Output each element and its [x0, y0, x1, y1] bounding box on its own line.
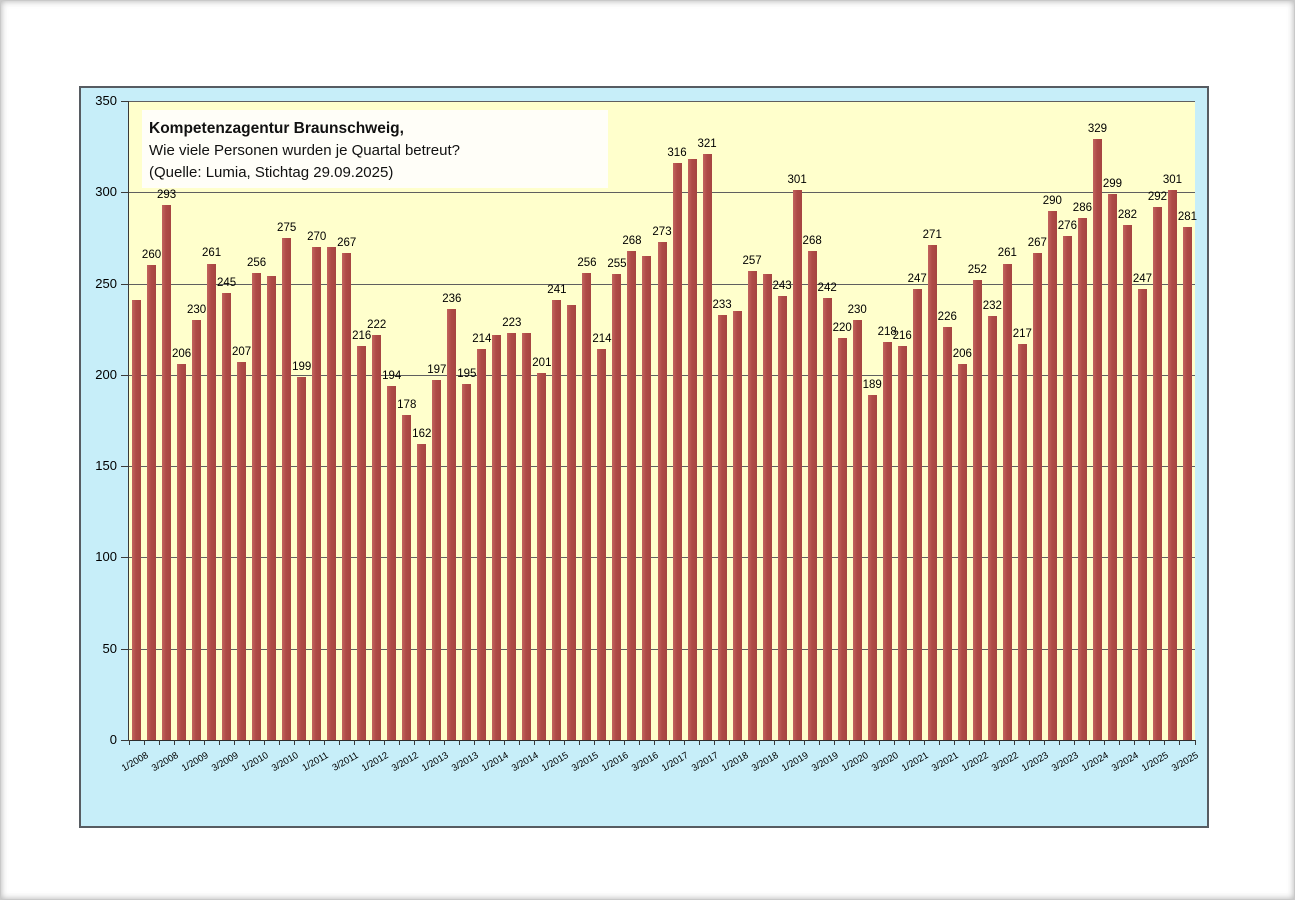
x-axis-tick	[564, 740, 565, 745]
bar	[988, 316, 997, 740]
x-axis-tick	[444, 740, 445, 745]
bar	[642, 256, 651, 740]
x-axis-tick	[999, 740, 1000, 745]
x-axis-label: 3/2010	[269, 750, 301, 775]
bar	[522, 333, 531, 740]
x-axis-tick	[174, 740, 175, 745]
bar-value-label: 243	[772, 280, 792, 293]
bar	[1033, 253, 1042, 740]
bar-value-label: 257	[742, 254, 762, 267]
bar-value-label: 214	[592, 333, 612, 346]
bar	[357, 346, 366, 740]
bar	[823, 298, 832, 740]
x-axis-tick	[399, 740, 400, 745]
bar-value-label: 178	[397, 399, 417, 412]
x-axis-label: 1/2022	[960, 750, 991, 775]
bar-value-label: 214	[472, 333, 492, 346]
bar	[718, 315, 727, 740]
x-axis-label: 3/2011	[330, 750, 361, 774]
bar	[778, 296, 787, 740]
x-axis-tick	[474, 740, 475, 745]
chart-title: Kompetenzagentur Braunschweig,	[149, 120, 404, 137]
x-axis-tick	[864, 740, 865, 745]
bar-value-label: 207	[232, 346, 252, 359]
x-axis-tick	[369, 740, 370, 745]
bar	[537, 373, 546, 740]
x-axis-tick	[219, 740, 220, 745]
x-axis-tick	[759, 740, 760, 745]
bar-value-label: 268	[622, 234, 642, 247]
bar-value-label: 195	[457, 367, 477, 380]
bar	[597, 349, 606, 740]
x-axis-tick	[699, 740, 700, 745]
x-axis-tick	[984, 740, 985, 745]
x-axis-tick	[459, 740, 460, 745]
x-axis-label: 1/2019	[779, 750, 811, 775]
bar	[703, 154, 712, 740]
chart-subtitle: Wie viele Personen wurden je Quartal betreut?	[149, 142, 461, 159]
bar-value-label: 301	[787, 174, 807, 187]
x-axis-tick	[1044, 740, 1045, 745]
bar-value-label: 268	[802, 234, 822, 247]
x-axis-tick	[129, 740, 130, 745]
x-axis-label: 1/2012	[359, 750, 391, 775]
x-axis-label: 1/2018	[719, 750, 751, 775]
y-axis-label: 0	[109, 732, 117, 747]
bar	[1153, 207, 1162, 740]
bar	[417, 444, 426, 740]
x-axis-tick	[1195, 740, 1196, 745]
bar	[297, 377, 306, 740]
bar	[462, 384, 471, 740]
x-axis-tick	[429, 740, 430, 745]
bar	[387, 386, 396, 740]
bar	[958, 364, 967, 740]
bar	[132, 300, 141, 740]
bar-value-label: 282	[1117, 209, 1138, 222]
x-axis-tick	[189, 740, 190, 745]
bar-value-label: 281	[1177, 210, 1198, 223]
x-axis-label: 1/2011	[300, 750, 331, 774]
bar	[282, 238, 291, 740]
bar-value-label: 220	[832, 322, 852, 335]
y-axis-label: 350	[95, 93, 117, 108]
x-axis-tick	[954, 740, 955, 745]
x-axis-tick	[624, 740, 625, 745]
x-axis-tick	[774, 740, 775, 745]
x-axis-label: 3/2019	[809, 750, 841, 775]
bar	[883, 342, 892, 740]
x-axis-tick	[339, 740, 340, 745]
bar	[1183, 227, 1192, 740]
bar	[1048, 211, 1057, 740]
x-axis-tick	[744, 740, 745, 745]
bar-value-label: 162	[412, 428, 432, 441]
bar-value-label: 241	[547, 284, 567, 296]
bar	[492, 335, 501, 740]
x-axis-tick	[534, 740, 535, 745]
bar	[763, 274, 772, 740]
bar	[733, 311, 742, 740]
bar	[1123, 225, 1132, 740]
bar	[207, 264, 216, 741]
bar	[838, 338, 847, 740]
bar-value-label: 223	[502, 316, 522, 329]
bar	[898, 346, 907, 740]
bar	[627, 251, 636, 740]
x-axis-label: 1/2021	[900, 750, 931, 775]
y-axis-tick	[121, 101, 129, 102]
x-axis-label: 3/2021	[930, 750, 961, 775]
bar-value-label: 299	[1102, 178, 1123, 191]
bar-value-label: 275	[277, 221, 297, 234]
bar	[1063, 236, 1072, 740]
x-axis-label: 1/2008	[119, 750, 151, 775]
x-axis-tick	[1059, 740, 1060, 745]
x-axis-tick	[894, 740, 895, 745]
bar-value-label: 201	[532, 357, 552, 370]
x-axis-tick	[204, 740, 205, 745]
x-axis-tick	[729, 740, 730, 745]
bar-value-label: 197	[427, 364, 447, 377]
x-axis-tick	[519, 740, 520, 745]
x-axis-tick	[324, 740, 325, 745]
x-axis-label: 3/2012	[389, 750, 421, 775]
bar-value-label: 242	[817, 282, 837, 295]
bar	[1018, 344, 1027, 740]
x-axis-label: 3/2020	[870, 750, 901, 775]
bar-value-label: 276	[1057, 220, 1077, 233]
x-axis-tick	[579, 740, 580, 745]
x-axis-tick	[849, 740, 850, 745]
bar-value-label: 194	[382, 369, 402, 382]
bar	[793, 190, 802, 740]
x-axis-tick	[1134, 740, 1135, 745]
y-axis-tick	[121, 284, 129, 285]
y-axis-tick	[121, 649, 129, 650]
bar	[237, 362, 246, 740]
bar	[342, 253, 351, 740]
x-axis-tick	[414, 740, 415, 745]
x-axis-label: 1/2020	[840, 750, 871, 775]
bar-value-label: 293	[156, 189, 177, 202]
x-axis-label: 1/2025	[1140, 750, 1171, 775]
bar-value-label: 247	[907, 273, 927, 286]
bar	[477, 349, 486, 740]
bar	[673, 163, 682, 740]
bar-value-label: 256	[577, 256, 597, 269]
x-axis-label: 1/2009	[179, 750, 211, 775]
x-axis-tick	[1149, 740, 1150, 745]
bar	[913, 289, 922, 740]
bar	[312, 247, 321, 740]
x-axis-tick	[834, 740, 835, 745]
x-axis-tick	[669, 740, 670, 745]
bar	[372, 335, 381, 740]
plot-area	[95, 93, 1201, 775]
x-axis-tick	[1074, 740, 1075, 745]
x-axis-label: 3/2022	[990, 750, 1021, 775]
bar-value-label: 255	[607, 258, 627, 271]
bar	[252, 273, 261, 740]
x-axis-label: 3/2025	[1170, 750, 1201, 775]
x-axis-tick	[1089, 740, 1090, 745]
bar	[808, 251, 817, 740]
bar	[162, 205, 171, 740]
bar-value-label: 329	[1087, 123, 1107, 136]
bar-value-label: 292	[1147, 190, 1168, 203]
x-axis-label: 1/2015	[539, 750, 571, 775]
chart-frame	[79, 86, 1209, 828]
x-axis-tick	[909, 740, 910, 745]
bar-value-label: 260	[141, 249, 162, 262]
x-axis-tick	[714, 740, 715, 745]
y-gridline	[129, 192, 1195, 193]
x-axis-label: 3/2015	[569, 750, 601, 775]
x-axis-tick	[1104, 740, 1105, 745]
bar	[868, 395, 877, 740]
x-axis-label: 1/2016	[599, 750, 631, 775]
bar-value-label: 233	[712, 298, 732, 311]
x-axis-tick	[924, 740, 925, 745]
x-axis-tick	[264, 740, 265, 745]
bar-value-label: 261	[997, 247, 1017, 260]
x-axis-tick	[969, 740, 970, 745]
bar-value-label: 273	[652, 225, 672, 238]
x-axis-label: 3/2013	[449, 750, 481, 775]
bar-value-label: 230	[847, 304, 867, 317]
x-axis-tick	[609, 740, 610, 745]
bar	[267, 276, 276, 740]
bar-value-label: 232	[982, 300, 1002, 313]
bar-value-label: 206	[171, 347, 192, 360]
bar	[177, 364, 186, 740]
x-axis-tick	[1119, 740, 1120, 745]
bar-value-label: 286	[1072, 201, 1092, 214]
bar	[192, 320, 201, 740]
x-axis-tick	[159, 740, 160, 745]
x-axis-tick	[1179, 740, 1180, 745]
x-axis-label: 3/2017	[689, 750, 721, 775]
y-axis-tick	[121, 192, 129, 193]
bar	[1108, 194, 1117, 740]
bar-value-label: 247	[1132, 273, 1153, 286]
y-axis-tick	[121, 557, 129, 558]
x-axis-label: 1/2024	[1080, 750, 1111, 775]
bar-value-label: 216	[352, 329, 372, 342]
bar-value-label: 301	[1162, 174, 1183, 187]
bar-value-label: 230	[186, 304, 207, 317]
y-axis-tick	[121, 466, 129, 467]
y-axis-label: 250	[95, 275, 117, 291]
x-axis-tick	[789, 740, 790, 745]
bar	[1093, 139, 1102, 740]
y-axis-tick	[121, 375, 129, 376]
bar-value-label: 270	[307, 231, 327, 244]
bar	[748, 271, 757, 740]
bar-value-label: 222	[367, 318, 387, 331]
x-axis-label: 1/2013	[419, 750, 451, 775]
bar-value-label: 217	[1012, 327, 1032, 340]
x-axis-tick	[684, 740, 685, 745]
bar-value-label: 256	[247, 256, 267, 269]
x-axis-tick	[594, 740, 595, 745]
x-axis-tick	[504, 740, 505, 745]
x-axis-label: 1/2014	[479, 750, 511, 775]
chart-source: (Quelle: Lumia, Stichtag 29.09.2025)	[149, 164, 394, 181]
bar-value-label: 321	[697, 137, 717, 150]
x-axis-label: 1/2010	[239, 750, 271, 775]
bar-value-label: 199	[292, 360, 312, 373]
bar-value-label: 226	[937, 311, 957, 324]
x-axis-tick	[1014, 740, 1015, 745]
bar	[1168, 190, 1177, 740]
bar	[507, 333, 516, 740]
bar-value-label: 267	[1027, 236, 1047, 249]
x-axis-tick	[654, 740, 655, 745]
bar-value-label: 271	[922, 229, 942, 242]
y-gridline	[129, 101, 1195, 102]
y-axis-label: 200	[95, 366, 117, 382]
x-axis-label: 1/2017	[659, 750, 691, 775]
x-axis-tick	[489, 740, 490, 745]
x-axis-tick	[879, 740, 880, 745]
bar-value-label: 236	[442, 293, 462, 306]
x-axis-label: 3/2024	[1110, 750, 1141, 775]
x-axis-tick	[279, 740, 280, 745]
bar	[943, 327, 952, 740]
x-axis-tick	[309, 740, 310, 745]
y-axis-label: 100	[95, 549, 117, 565]
bar-value-label: 261	[201, 247, 222, 260]
x-axis-label: 3/2009	[209, 750, 241, 775]
bar-value-label: 290	[1042, 194, 1062, 207]
bar	[1078, 218, 1087, 740]
x-axis-label: 3/2016	[629, 750, 661, 775]
bar	[147, 265, 156, 740]
x-axis-label: 3/2018	[749, 750, 781, 775]
x-axis-tick	[294, 740, 295, 745]
x-axis-label: 1/2023	[1020, 750, 1051, 775]
y-axis-label: 150	[95, 458, 117, 474]
x-axis-tick	[234, 740, 235, 745]
bar-value-label: 218	[877, 325, 897, 338]
x-axis-tick	[819, 740, 820, 745]
bar	[567, 305, 576, 740]
bar-value-label: 316	[667, 147, 687, 160]
bar	[658, 242, 667, 740]
bar-value-label: 252	[967, 263, 987, 276]
x-axis-tick	[354, 740, 355, 745]
x-axis-label: 3/2014	[509, 750, 541, 775]
bar-value-label: 206	[952, 347, 972, 360]
bar	[222, 293, 231, 740]
x-axis-tick	[144, 740, 145, 745]
x-axis-tick	[639, 740, 640, 745]
x-axis-tick	[1164, 740, 1165, 745]
x-axis-tick	[549, 740, 550, 745]
bar-value-label: 216	[892, 329, 912, 342]
bar	[402, 415, 411, 740]
x-axis-tick	[1029, 740, 1030, 745]
bar-value-label: 267	[337, 236, 357, 249]
bar	[688, 159, 697, 740]
y-axis-label: 300	[95, 184, 117, 200]
bar	[327, 247, 336, 740]
x-axis-tick	[939, 740, 940, 745]
x-axis-tick	[384, 740, 385, 745]
y-axis-label: 50	[102, 640, 117, 656]
x-axis-label: 3/2008	[149, 750, 181, 775]
chart-title-box	[142, 110, 608, 188]
x-axis-tick	[249, 740, 250, 745]
bar-value-label: 245	[216, 276, 237, 289]
bar	[1138, 289, 1147, 740]
x-axis-label: 3/2023	[1050, 750, 1081, 775]
bar-value-label: 189	[862, 378, 882, 391]
x-axis-tick	[804, 740, 805, 745]
